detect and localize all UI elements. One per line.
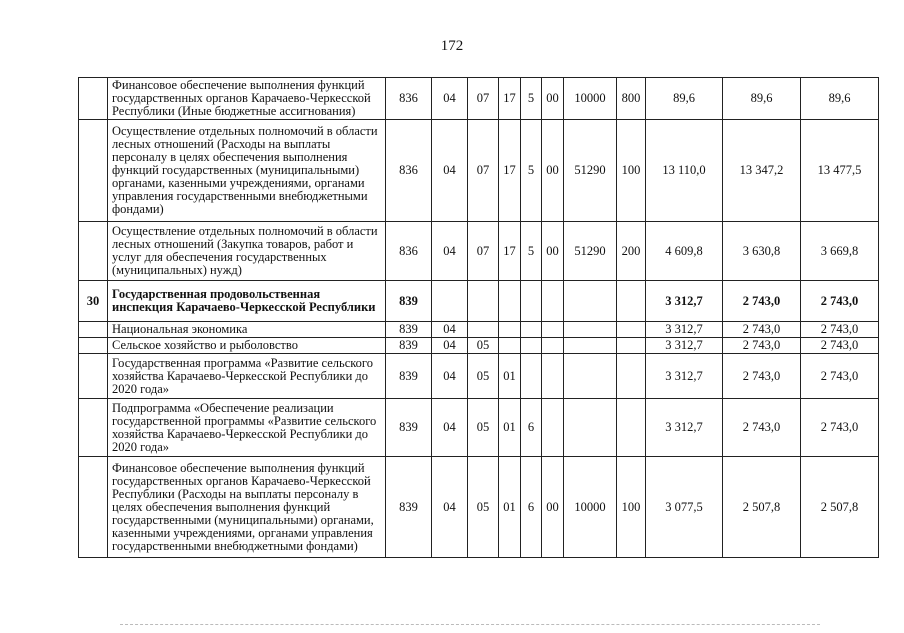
expense-type-cell [617, 338, 646, 354]
table-row [79, 222, 879, 281]
subprogram-code-cell [521, 281, 542, 322]
item-name-cell: Государственная продовольственная инспекция Карачаево-Черкесской Республики [108, 281, 386, 322]
subsection-code-cell: 05 [468, 354, 499, 399]
expense-type-cell: 100 [617, 120, 646, 222]
expense-type-cell: 200 [617, 222, 646, 281]
section-code-cell: 04 [432, 399, 468, 457]
section-code-cell: 04 [432, 120, 468, 222]
ministry-code-cell: 839 [386, 281, 432, 322]
table-row [79, 120, 879, 222]
subsection-code-cell: 07 [468, 120, 499, 222]
row-number-cell: 30 [79, 281, 108, 322]
ministry-code-cell: 839 [386, 322, 432, 338]
section-code-cell [432, 281, 468, 322]
amount-year3-cell: 2 507,8 [801, 457, 879, 558]
row-number-cell [79, 222, 108, 281]
table-row [79, 281, 879, 322]
program-code-cell: 17 [499, 78, 521, 120]
program-code-cell: 01 [499, 457, 521, 558]
table-row [79, 322, 879, 338]
section-code-cell: 04 [432, 354, 468, 399]
expense-code-cell: 51290 [564, 120, 617, 222]
expense-type-cell [617, 281, 646, 322]
subprogram-code-cell [521, 322, 542, 338]
table-row [79, 78, 879, 120]
amount-year2-cell: 2 743,0 [723, 338, 801, 354]
expense-code-cell [564, 354, 617, 399]
direction-code-cell [542, 281, 564, 322]
expense-code-cell: 10000 [564, 78, 617, 120]
amount-year2-cell: 13 347,2 [723, 120, 801, 222]
direction-code-cell [542, 399, 564, 457]
amount-year2-cell: 89,6 [723, 78, 801, 120]
amount-year1-cell: 3 312,7 [646, 338, 723, 354]
subsection-code-cell: 07 [468, 78, 499, 120]
row-number-cell [79, 399, 108, 457]
item-name-cell: Подпрограмма «Обеспечение реализации государственной программы «Развитие сельского хозяйства Карачаево-Черкесской Республики до 2020 года» [108, 399, 386, 457]
subprogram-code-cell: 5 [521, 78, 542, 120]
program-code-cell: 01 [499, 354, 521, 399]
row-number-cell [79, 78, 108, 120]
program-code-cell: 01 [499, 399, 521, 457]
subsection-code-cell: 07 [468, 222, 499, 281]
amount-year1-cell: 89,6 [646, 78, 723, 120]
direction-code-cell [542, 338, 564, 354]
expense-code-cell [564, 399, 617, 457]
row-number-cell [79, 457, 108, 558]
direction-code-cell: 00 [542, 78, 564, 120]
subprogram-code-cell [521, 354, 542, 399]
subsection-code-cell: 05 [468, 399, 499, 457]
direction-code-cell [542, 354, 564, 399]
item-name-cell: Осуществление отдельных полномочий в области лесных отношений (Расходы на выплаты персоналу в целях обеспечения выполнения функций государственных (муниципальными) органами, казенными учреждениями, органами управления государственными внебюджетными фондами) [108, 120, 386, 222]
program-code-cell: 17 [499, 222, 521, 281]
direction-code-cell [542, 322, 564, 338]
program-code-cell [499, 322, 521, 338]
expense-code-cell [564, 281, 617, 322]
section-code-cell: 04 [432, 338, 468, 354]
amount-year1-cell: 3 312,7 [646, 281, 723, 322]
row-number-cell [79, 322, 108, 338]
program-code-cell [499, 281, 521, 322]
budget-table [78, 77, 879, 558]
amount-year2-cell: 3 630,8 [723, 222, 801, 281]
amount-year2-cell: 2 743,0 [723, 281, 801, 322]
ministry-code-cell: 839 [386, 338, 432, 354]
expense-code-cell: 51290 [564, 222, 617, 281]
table-row [79, 457, 879, 558]
section-code-cell: 04 [432, 78, 468, 120]
amount-year3-cell: 2 743,0 [801, 338, 879, 354]
subprogram-code-cell: 5 [521, 222, 542, 281]
subprogram-code-cell: 5 [521, 120, 542, 222]
subprogram-code-cell: 6 [521, 457, 542, 558]
amount-year1-cell: 13 110,0 [646, 120, 723, 222]
expense-type-cell [617, 322, 646, 338]
subprogram-code-cell [521, 338, 542, 354]
amount-year2-cell: 2 743,0 [723, 354, 801, 399]
subsection-code-cell: 05 [468, 457, 499, 558]
subprogram-code-cell: 6 [521, 399, 542, 457]
section-code-cell: 04 [432, 322, 468, 338]
item-name-cell: Государственная программа «Развитие сельского хозяйства Карачаево-Черкесской Республики до 2020 года» [108, 354, 386, 399]
item-name-cell: Осуществление отдельных полномочий в области лесных отношений (Закупка товаров, работ и услуг для обеспечения государственных (муниципальных) нужд) [108, 222, 386, 281]
amount-year3-cell: 3 669,8 [801, 222, 879, 281]
table-row [79, 338, 879, 354]
direction-code-cell: 00 [542, 120, 564, 222]
amount-year1-cell: 3 312,7 [646, 399, 723, 457]
ministry-code-cell: 836 [386, 120, 432, 222]
amount-year3-cell: 2 743,0 [801, 354, 879, 399]
amount-year1-cell: 3 312,7 [646, 322, 723, 338]
subsection-code-cell [468, 322, 499, 338]
direction-code-cell: 00 [542, 222, 564, 281]
amount-year1-cell: 3 312,7 [646, 354, 723, 399]
page-number: 172 [440, 38, 464, 54]
amount-year3-cell: 13 477,5 [801, 120, 879, 222]
table-row [79, 354, 879, 399]
ministry-code-cell: 836 [386, 78, 432, 120]
ministry-code-cell: 839 [386, 354, 432, 399]
amount-year3-cell: 2 743,0 [801, 322, 879, 338]
row-number-cell [79, 120, 108, 222]
amount-year1-cell: 3 077,5 [646, 457, 723, 558]
direction-code-cell: 00 [542, 457, 564, 558]
subsection-code-cell [468, 281, 499, 322]
program-code-cell [499, 338, 521, 354]
expense-code-cell [564, 322, 617, 338]
amount-year2-cell: 2 507,8 [723, 457, 801, 558]
table-body [79, 78, 879, 558]
amount-year2-cell: 2 743,0 [723, 322, 801, 338]
expense-type-cell [617, 354, 646, 399]
amount-year3-cell: 2 743,0 [801, 399, 879, 457]
amount-year3-cell: 89,6 [801, 78, 879, 120]
item-name-cell: Финансовое обеспечение выполнения функций государственных органов Карачаево-Черкесской Республики (Иные бюджетные ассигнования) [108, 78, 386, 120]
page-bottom-rule [120, 624, 820, 625]
table-row [79, 399, 879, 457]
subsection-code-cell: 05 [468, 338, 499, 354]
item-name-cell: Финансовое обеспечение выполнения функций государственных органов Карачаево-Черкесской Республики (Расходы на выплаты персоналу в целях обеспечения выполнения функций государственными (муниципальными) органами, казенными учреждениями, органами управления государственными внебюджетными фондами) [108, 457, 386, 558]
ministry-code-cell: 839 [386, 457, 432, 558]
program-code-cell: 17 [499, 120, 521, 222]
amount-year2-cell: 2 743,0 [723, 399, 801, 457]
amount-year1-cell: 4 609,8 [646, 222, 723, 281]
item-name-cell: Сельское хозяйство и рыболовство [108, 338, 386, 354]
row-number-cell [79, 354, 108, 399]
row-number-cell [79, 338, 108, 354]
ministry-code-cell: 836 [386, 222, 432, 281]
section-code-cell: 04 [432, 222, 468, 281]
item-name-cell: Национальная экономика [108, 322, 386, 338]
expense-type-cell [617, 399, 646, 457]
ministry-code-cell: 839 [386, 399, 432, 457]
expense-code-cell: 10000 [564, 457, 617, 558]
amount-year3-cell: 2 743,0 [801, 281, 879, 322]
expense-type-cell: 800 [617, 78, 646, 120]
expense-code-cell [564, 338, 617, 354]
section-code-cell: 04 [432, 457, 468, 558]
expense-type-cell: 100 [617, 457, 646, 558]
